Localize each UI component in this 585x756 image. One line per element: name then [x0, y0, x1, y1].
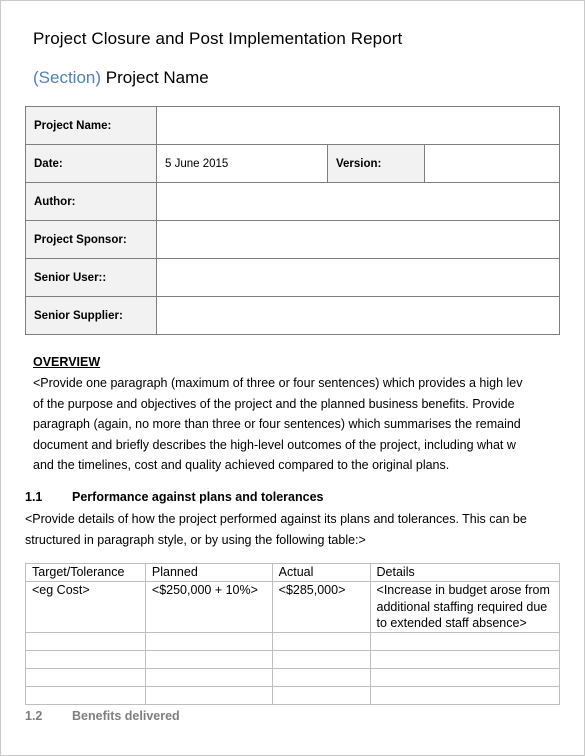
- cell-actual[interactable]: <$285,000>: [272, 582, 370, 633]
- senior-user-field[interactable]: [157, 259, 560, 297]
- table-cell[interactable]: [272, 669, 370, 687]
- table-header-row: [26, 564, 560, 582]
- overview-line: of the purpose and objectives of the project and the planned business benefits. Provide: [33, 396, 515, 411]
- performance-table: [25, 563, 560, 705]
- table-row: [26, 145, 560, 183]
- table-row: [26, 669, 560, 687]
- table-cell[interactable]: [370, 633, 559, 651]
- table-cell[interactable]: [26, 669, 146, 687]
- table-cell[interactable]: [26, 633, 146, 651]
- senior-user-label: Senior User::: [26, 259, 157, 297]
- cell-target[interactable]: <eg Cost>: [26, 582, 146, 633]
- table-cell[interactable]: [26, 687, 146, 705]
- overview-line: <Provide one paragraph (maximum of three or four sentences) which provides a high lev: [33, 376, 523, 390]
- details-line: to extended staff absence>: [376, 616, 527, 630]
- performance-paragraph[interactable]: [25, 509, 570, 550]
- table-row: [26, 107, 560, 145]
- table-cell[interactable]: [272, 633, 370, 651]
- overview-line: and the timelines, cost and quality achieved compared to the original plans.: [33, 458, 450, 472]
- project-name-field[interactable]: [157, 107, 560, 145]
- table-row: [26, 221, 560, 259]
- table-cell[interactable]: [370, 651, 559, 669]
- project-name-label: Project Name:: [26, 107, 157, 145]
- table-cell[interactable]: [145, 687, 272, 705]
- document-title: Project Closure and Post Implementation Report: [33, 29, 403, 48]
- table-cell[interactable]: [145, 651, 272, 669]
- sponsor-label: Project Sponsor:: [26, 221, 157, 259]
- section-heading-1-1: [25, 490, 323, 504]
- table-row: [26, 183, 560, 221]
- table-row: [26, 582, 560, 633]
- table-cell[interactable]: [145, 633, 272, 651]
- header-actual: Actual: [272, 564, 370, 582]
- sponsor-field[interactable]: [157, 221, 560, 259]
- table-row: [26, 259, 560, 297]
- table-row: [26, 297, 560, 335]
- date-label: Date:: [26, 145, 157, 183]
- overview-paragraph[interactable]: [33, 373, 560, 476]
- section-title: Benefits delivered: [72, 709, 180, 723]
- cell-planned[interactable]: <$250,000 + 10%>: [145, 582, 272, 633]
- details-line: additional staffing required due: [376, 599, 548, 614]
- paragraph-line: <Provide details of how the project performed against its plans and tolerances. This can be: [25, 512, 527, 526]
- table-cell[interactable]: [370, 669, 559, 687]
- senior-supplier-field[interactable]: [157, 297, 560, 335]
- section-title: Performance against plans and tolerances: [72, 490, 324, 504]
- overview-line: document and briefly describes the high-level outcomes of the project, including what w: [33, 437, 516, 452]
- senior-supplier-label: Senior Supplier:: [26, 297, 157, 335]
- author-field[interactable]: [157, 183, 560, 221]
- paragraph-line: structured in paragraph style, or by using the following table:>: [25, 532, 366, 547]
- table-cell[interactable]: [272, 687, 370, 705]
- project-name-heading: Project Name: [105, 68, 209, 87]
- document-subtitle: [33, 68, 209, 88]
- section-number: 1.2: [25, 709, 43, 723]
- section-placeholder[interactable]: (Section): [33, 68, 102, 87]
- header-planned: Planned: [145, 564, 272, 582]
- overview-line: paragraph (again, no more than three or four sentences) which summarises the remaind: [33, 417, 521, 431]
- table-row: [26, 651, 560, 669]
- table-cell[interactable]: [145, 669, 272, 687]
- table-cell[interactable]: [272, 651, 370, 669]
- table-row: [26, 633, 560, 651]
- version-label: Version:: [328, 145, 425, 183]
- details-line: <Increase in budget arose from: [376, 583, 550, 597]
- version-field[interactable]: [425, 145, 560, 183]
- table-cell[interactable]: [26, 651, 146, 669]
- project-info-table: [25, 106, 560, 335]
- section-heading-1-2: [25, 709, 180, 723]
- date-field[interactable]: 5 June 2015: [157, 145, 328, 183]
- table-row: [26, 687, 560, 705]
- header-details: Details: [370, 564, 559, 582]
- author-label: Author:: [26, 183, 157, 221]
- table-cell[interactable]: [370, 687, 559, 705]
- cell-details[interactable]: [370, 582, 559, 633]
- header-target-tolerance: Target/Tolerance: [26, 564, 146, 582]
- section-number: 1.1: [25, 490, 43, 504]
- overview-heading: OVERVIEW: [33, 355, 101, 369]
